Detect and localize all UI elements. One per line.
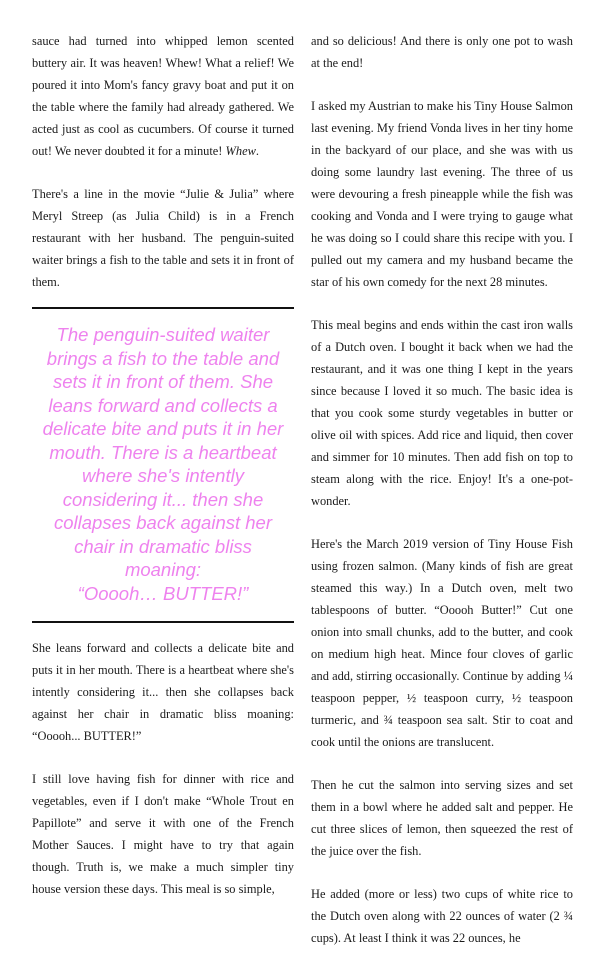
pullquote-quote: “Ooooh… BUTTER!”: [77, 582, 249, 604]
paragraph: She leans forward and collects a delicate bite and puts it in her mouth. There is a heartbeat where she's intently considering it... then she collapses back against her chair in dramatic bliss moaning: “Ooooh... BUTTER!”: [32, 641, 294, 743]
paragraph: Then he cut the salmon into serving sizes and set them in a bowl where he added salt and pepper. He cut three slices of lemon, then squeezed the rest of the juice over the fish.: [311, 778, 573, 858]
pullquote: [32, 309, 294, 621]
paragraph-text: sauce had turned into whipped lemon scented buttery air. It was heaven! Whew! What a relief! We poured it into Mom's fancy gravy boat and put it on the table where the family had already gathered. We acted just as cool as cucumbers. Of course it turned out! We never doubted it for a minute!: [32, 34, 294, 158]
paragraph: Here's the March 2019 version of Tiny House Fish using frozen salmon. (Many kinds of fish are great steamed this way.) In a Dutch oven, melt two tablespoons of butter. “Ooooh Butter!” Cut one onion into small chunks, add to the butter, and cook on medium high heat. Mince four cloves of garlic and add, stirring occasionally. Continue by adding ¼ teaspoon pepper, ½ teaspoon curry, ½ teaspoon turmeric, and ¾ teaspoon sea salt. Stir to coat and cook until the onions are translucent.: [311, 537, 573, 749]
paragraph: I still love having fish for dinner with rice and vegetables, even if I don't make “Whole Trout en Papillote” and serve it with one of the French Mother Sauces. I might have to try that again though. Truth is, we make a much simpler tiny house version these days. This meal is so simple,: [32, 772, 294, 896]
paragraph: This meal begins and ends within the cast iron walls of a Dutch oven. I bought it back when we had the restaurant, and it was one thing I kept in the years since because I loved it so much. The basic idea is that you cook some sturdy vegetables in butter or olive oil with spices. Add rice and liquid, then cover and simmer for 10 minutes. Then add fish on top to steam along with the rice. Enjoy! It's a one-pot-wonder.: [311, 318, 573, 508]
paragraph: There's a line in the movie “Julie & Julia” where Meryl Streep (as Julia Child) is in a French restaurant with her husband. The penguin-suited waiter brings a fish to the table and sets it in front of them.: [32, 187, 294, 289]
pullquote-bottom-rule: [32, 621, 294, 623]
paragraph: and so delicious! And there is only one pot to wash at the end!: [311, 34, 573, 70]
emphasis-text: Whew: [225, 144, 256, 158]
right-column: [311, 30, 573, 970]
left-column: [32, 30, 294, 921]
paragraph: sauce had turned into whipped lemon scented buttery air. It was heaven! Whew! What a relief! We poured it into Mom's fancy gravy boat and put it on the table where the family had already gathered. We acted just as cool as cucumbers. Of course it turned out! We never doubted it for a minute! Whew.: [32, 34, 294, 158]
pullquote-text: The penguin-suited waiter brings a fish to the table and sets it in front of them. She leans forward and collects a delicate bite and puts it in her mouth. There is a heartbeat where she's intently considering it... then she collapses back against her chair in dramatic bliss moaning:: [42, 324, 284, 580]
paragraph: He added (more or less) two cups of white rice to the Dutch oven along with 22 ounces of water (2 ¾ cups). At least I think it was 22 ounces, he: [311, 887, 573, 945]
paragraph: I asked my Austrian to make his Tiny House Salmon last evening. My friend Vonda lives in her tiny home in the backyard of our place, and she was with us doing some laundry last evening. The three of us were devouring a fresh pineapple while the fish was cooking and Vonda and I were trying to gauge what he was doing so I could share this recipe with you. I pulled out my camera and my husband became the star of his own comedy for the next 28 minutes.: [311, 99, 573, 289]
